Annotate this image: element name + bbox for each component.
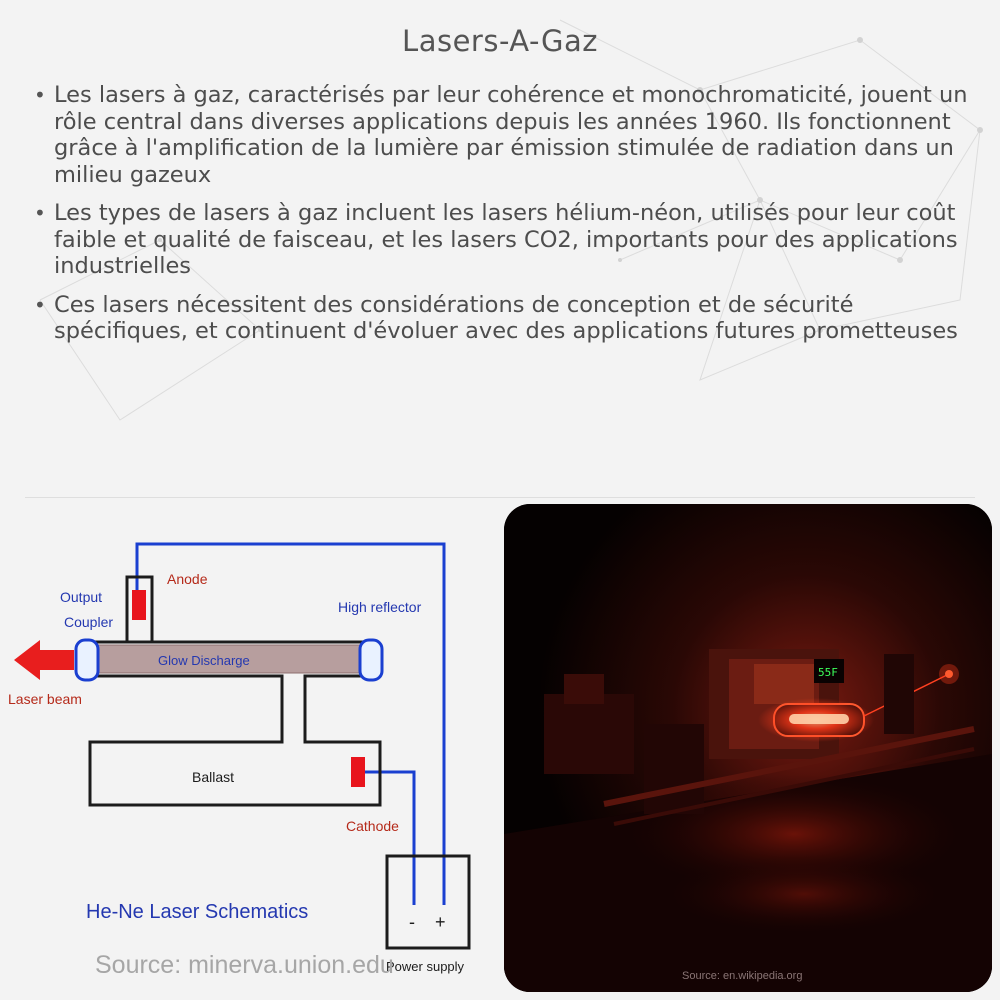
output-coupler-label-2: Coupler (64, 614, 114, 630)
page-title: Lasers-A-Gaz (402, 24, 598, 58)
plus-terminal-label: + (435, 912, 446, 932)
schematic-caption: He-Ne Laser Schematics (86, 901, 309, 923)
laser-photo (504, 504, 992, 992)
minus-terminal-label: - (409, 912, 415, 932)
glow-discharge-label: Glow Discharge (158, 653, 250, 668)
laser-beam-arrow (14, 640, 74, 680)
he-ne-schematic-diagram (0, 515, 500, 995)
cathode-label: Cathode (346, 818, 399, 834)
power-supply-box (387, 856, 469, 948)
ballast-label: Ballast (192, 769, 235, 785)
laser-beam-label: Laser beam (8, 691, 82, 707)
bullet-list (30, 82, 970, 357)
high-reflector-label: High reflector (338, 599, 422, 615)
display-readout: 55F (818, 666, 838, 679)
bullet-item: • Ces lasers nécessitent des considérations de conception et de sécurité spécifiques, et continuent d'évoluer avec des applications futures prometteuses (30, 292, 970, 345)
cathode-electrode (351, 757, 365, 787)
anode-label: Anode (167, 571, 208, 587)
power-supply-label: Power supply (386, 959, 465, 974)
high-reflector-mirror (360, 640, 382, 680)
section-divider (25, 497, 975, 498)
bullet-item: • Les types de lasers à gaz incluent les lasers hélium-néon, utilisés pour leur coût faible et qualité de faisceau, et les lasers CO2, importants pour des applications industrielles (30, 200, 970, 280)
photo-source-credit: Source: en.wikipedia.org (682, 970, 803, 982)
schematic-source-credit: Source: minerva.union.edu (95, 951, 394, 979)
anode-electrode (132, 590, 146, 620)
output-coupler-label: Output (60, 589, 103, 605)
bullet-item: • Les lasers à gaz, caractérisés par leur cohérence et monochromaticité, jouent un rôle central dans diverses applications depuis les années 1960. Ils fonctionnent grâce à l'amplification de la lumière par émission stimulée de radiation dans un milieu gazeux (30, 82, 970, 188)
output-coupler-mirror (76, 640, 98, 680)
